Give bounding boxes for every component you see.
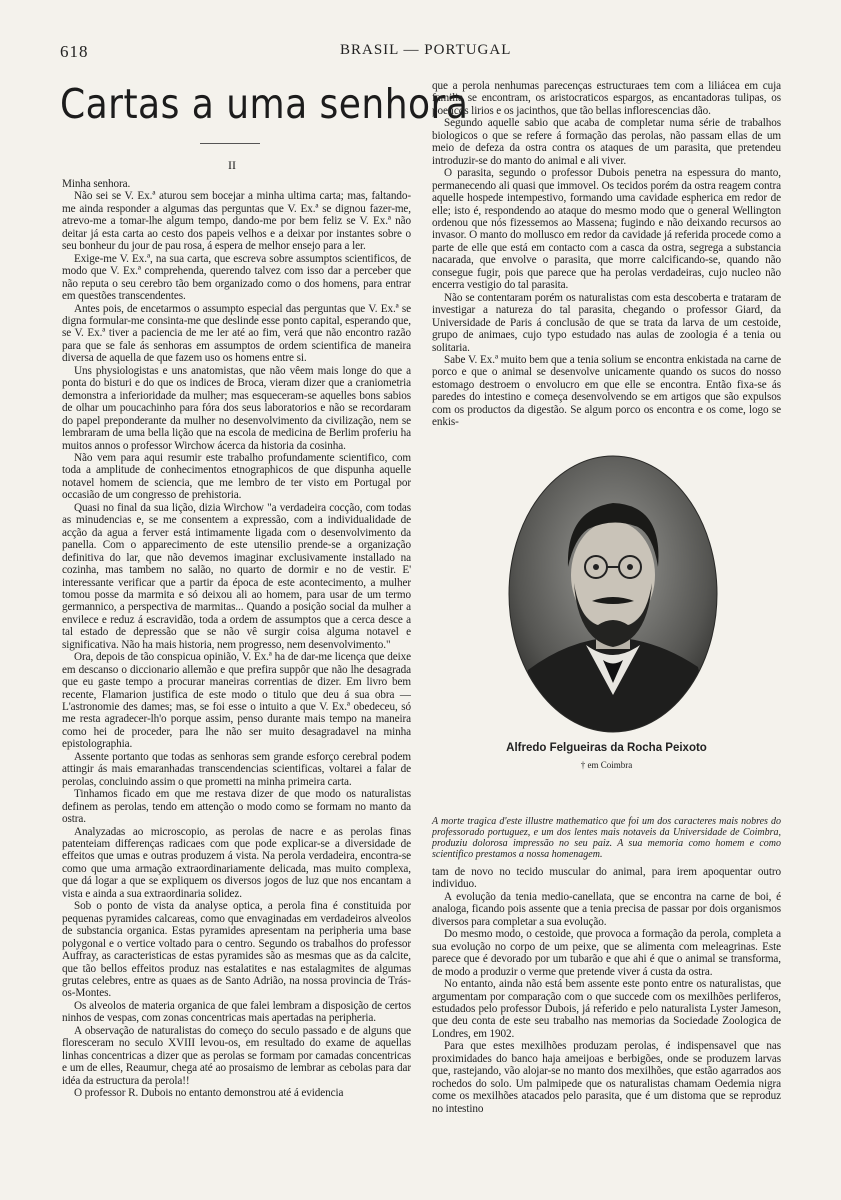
paragraph: Não sei se V. Ex.ª aturou sem bocejar a minha ultima carta; mas, faltando-me ainda responder a algumas das perguntas que V. Ex.ª se dignou fazer-me, atrevo-me a tomar-lhe algum tempo, dando-me por bem feliz se V. Ex.ª não deitar já esta carta ao cesto dos papeis velhos e a deixar por instantes sobre o seu bonheur du jour de pau rosa, á espera de melhor ensejo para a ler. — [62, 190, 411, 253]
paragraph: Tinhamos ficado em que me restava dizer de que modo os naturalistas definem as perolas, tendo em attenção o modo como se formam no manto da ostra. — [62, 788, 411, 826]
page-number: 618 — [60, 42, 89, 61]
paragraph: A evolução da tenia medio-canellata, que se encontra na carne de boi, é analoga, ficando pois assente que a tenia precisa de passar por dois organismos diversos para completar a sua evolução. — [432, 890, 781, 928]
left-column — [62, 178, 411, 1198]
portrait-illustration — [508, 455, 718, 733]
paragraph: Analyzadas ao microscopio, as perolas de nacre e as perolas finas patenteiam differenças radicaes com que pode explicar-se a diversidade de effeitos que umas e outras produzem á vista. Na perola verdadeira, encontra-se como que uma armação extraordinariamente delicada, mas muito complexa, que dá logar a que se expliquem os diversos jogos de luz que nos encantam a vista e ainda a sua extraordinaria solidez. — [62, 825, 411, 900]
title-rule — [200, 143, 260, 144]
paragraph: No entanto, ainda não está bem assente este ponto entre os naturalistas, que argumentam por comparação com o que succede com os mexilhões perliferos, estudados pelo professor Dubois, já referido e pelo naturalista Lyster Jameson, que deu conta de este seu trabalho nas memorias da Sociedade Zoologica de Londres, em 1902. — [432, 978, 781, 1040]
paragraph: Segundo aquelle sabio que acaba de completar numa série de trabalhos biologicos o que se refere á formação das perolas, não passam ellas de um meio de defeza da ostra contra os ataques de um parasita, que pretendeu introduzir-se do manto do animal e ali viver. — [432, 117, 781, 167]
portrait-caption-text: A morte tragica d'este illustre mathematico que foi um dos caracteres mais nobres do professorado portuguez, e um dos lentes mais notaveis da Universidade de Coimbra, produziu dolorosa impressão no seu paiz. A sua memoria como homem e como scientifico prestamos a nossa homenagem. — [432, 816, 781, 860]
running-head: BRASIL — PORTUGAL — [340, 42, 512, 58]
portrait-caption-place: † em Coimbra — [580, 760, 633, 770]
paragraph: Uns physiologistas e uns anatomistas, que não vêem mais longe do que a ponta do bisturi e do que os indices de Broca, vieram dizer que a craniometria demonstra a inferioridade da mulher; mas esqueceram-se aquelles bons sabios de olhar um poucachinho para fóra dos seus laboratorios e não se recordaram do papel preponderante da mulher no desenvolvimento da civilização, nem se lembraram de uma bella lição que na escola de medicina de Berlim proferiu ha muitos annos o professor Wirchow ácerca da historia da cosinha. — [62, 364, 411, 452]
paragraph: O parasita, segundo o professor Dubois penetra na espessura do manto, permanecendo ali quasi que immovel. Os tecidos porém da ostra reagem contra aquelle hospede intempestivo, formando uma cavidade espherica em redor de elle; isto é, respondendo ao ataque do mesmo modo que o general Wellington ordenou que nós fizessemos ao Massena; fugindo e não deixando recursos ao invasor. O manto do mollusco em redor da cavidade já referida procede como a parte de elle que está em contacto com a casca da ostra, segrega a substancia nacarada, que envolve o parasita, que morre calcificando-se, quando não consegue fugir, pois que parece que ha perolas verdadeiras, cujo nucleo não encerra vestigio do tal parasita. — [432, 167, 781, 292]
paragraph: O professor R. Dubois no entanto demonstrou até á evidencia — [74, 1087, 344, 1100]
right-column-top — [432, 80, 781, 442]
paragraph: que a perola nenhumas parecenças estructuraes tem com a liliácea em cuja familia se encontram, os aristocraticos espargos, as encantadoras tulipas, os poeticos lirios e os jacinthos, que tão bellas inflorescencias dão. — [432, 80, 781, 117]
paragraph: Os alveolos de materia organica de que falei lembram a disposição de certos ninhos de vespas, com zonas concentricas mais apertadas na peripheria. — [62, 999, 411, 1025]
portrait-image — [508, 455, 718, 733]
paragraph: Assente portanto que todas as senhoras sem grande esforço cerebral podem attingir ás mais emaranhadas transcendencias scientificas, voltarei a falar de perolas, concluindo assim o que prometti na minha primeira carta. — [62, 750, 411, 788]
article-title: Cartas a uma senhora — [60, 80, 469, 128]
portrait-caption-name: Alfredo Felgueiras da Rocha Peixoto — [506, 742, 707, 754]
paragraph: Do mesmo modo, o cestoide, que provoca a formação da perola, completa a sua evolução no corpo de um peixe, que se alimenta com meleagrinas. Este parece que é devorado por um tubarão e que ahi é que o animal se transforma, de modo a produzir o verme que pretende viver á custa da ostra. — [432, 928, 781, 978]
paragraph: Para que estes mexilhões produzam perolas, é indispensavel que nas proximidades do banco haja ameijoas e berbigões, onde se produzem larvas que, rastejando, vão alojar-se no manto dos mexilhões, que estão agarrados aos rochedos do solo. Um palmipede que os naturalistas chamam Oedemia nigra come os mexilhões atacados pelo parasita, que é um distoma que se reproduz no intestino — [432, 1040, 781, 1115]
page-header — [60, 42, 781, 62]
paragraph: Exige-me V. Ex.ª, na sua carta, que escreva sobre assumptos scientificos, de modo que V. Ex.ª comprehenda, querendo talvez com isso dar a perceber que não reputa o seu cerebro tão bem organizado como o dos homens, para entrar em questões transcendentes. — [62, 252, 411, 303]
right-column-bottom — [432, 866, 781, 1166]
paragraph: Não vem para aqui resumir este trabalho profundamente scientifico, com toda a amplitude de conhecimentos etnographicos de que dispunha aquelle notavel homem de sciencia, que me lembro de ter visto em Portugal por occasião de um congresso de prehistoria. — [62, 451, 411, 502]
section-number: II — [228, 158, 236, 172]
paragraph: A observação de naturalistas do começo do seculo passado e de alguns que floresceram no seculo XVIII levou-os, em resultado do exame de aquellas linhas concentricas a dizer que as perolas se formam por camadas concentricas e um de elles, Reaumur, chega até ao prosaismo de lembrar as cebolas para dar idéa da estructura da perola!! — [62, 1024, 411, 1087]
paragraph: Antes pois, de encetarmos o assumpto especial das perguntas que V. Ex.ª se digna formular-me consinta-me que deslinde esse ponto capital, esperando que, se V. Ex.ª tiver a paciencia de me ler até ao fim, verá que não encontro razão para que se fale ás senhoras em assumptos de ordem scientifica de maneira diversa de aquella de que fazem uso os homens entre si. — [62, 302, 411, 365]
paragraph: Ora, depois de tão conspicua opinião, V. Ex.ª ha de dar-me licença que deixe em descanso o diccionario allemão e que prefira suppôr que não lhe desagrada que eu gaste tempo a procurar maneiras correntias de dizer. Em livro bem recente, Flamarion justifica de este modo o titulo que deu á sua obra — L'astronomie des dames; mas, se foi esse o intuito a que V. Ex.ª obedeceu, só me resta agradecer-lh'o porque assim, penso durante mais tempo na maneira como hei de proceder, para lhe não ser muito desagradavel na minha epistolographia. — [62, 651, 411, 751]
paragraph: Sob o ponto de vista da analyse optica, a perola fina é constituida por pequenas pyramides calcareas, como que envaginadas em verdadeiros alveolos de substancia organica. Estas pyramides apresentam na peripheria uma base polygonal e o vertice voltado para o centro. Segundo os trabalhos do professor Auffray, as caracteristicas de estas pyramides são as mesmas que as da calcite, que tão bellos effeitos produz nas estalatites e nas estalagmites de algumas grutas celebres, entre as quaes as de Santo Adrião, na nossa provincia de Trás-os-Montes. — [62, 900, 411, 1000]
paragraph: Não se contentaram porém os naturalistas com esta descoberta e trataram de investigar a natureza do tal parasita, chegando o professor Giard, da Universidade de Paris á conclusão de que se trata da larva de um cestoide, grupo de animaes, cujo typo estudado nas aulas de zoologia é a tenia ou solitaria. — [432, 291, 781, 354]
paragraph: Quasi no final da sua lição, dizia Wirchow "a verdadeira cocção, com todas as minudencias e, se me consentem a expressão, com a individualidade de acção da agua a ferver está intimamente ligada com o desenvolvimento da panella. Com o apparecimento de este utensilio prende-se a organização definitiva do lar, que não devemos imaginar exclusivamente installado na cozinha, mas tambem no salão, no quarto de dormir e no de vestir. E' interessante verificar que a partir da época de este acontecimento, a mulher tomou posse da marmita e só deixou ali ao homem, para usar de um termo germannico, a perspectiva de marmitas... Quando a posição social da mulher a envilece e reduz á escravidão, toda a ordem de assumptos que a cerca desce a tal estado de depressão que se não vê surgir coisa alguma notavel e significativa. Não ha mais historia, nem progresso, nem desenvolvimento." — [62, 501, 411, 651]
paragraph: Minha senhora. — [62, 178, 131, 190]
paragraph: tam de novo no tecido muscular do animal, para irem apoquentar outro individuo. — [432, 866, 781, 891]
paragraph: Sabe V. Ex.ª muito bem que a tenia solium se encontra enkistada na carne de porco e que o animal se desenvolve unicamente quando os sucos do nosso estomago destroem o envolucro em que elle se encontra. Então fixa-se ás paredes do intestino e começa desenvolvendo se em artigos que são expulsos com os productos da digestão. Se algum porco os encontra e os come, logo se enkis- — [432, 353, 781, 429]
